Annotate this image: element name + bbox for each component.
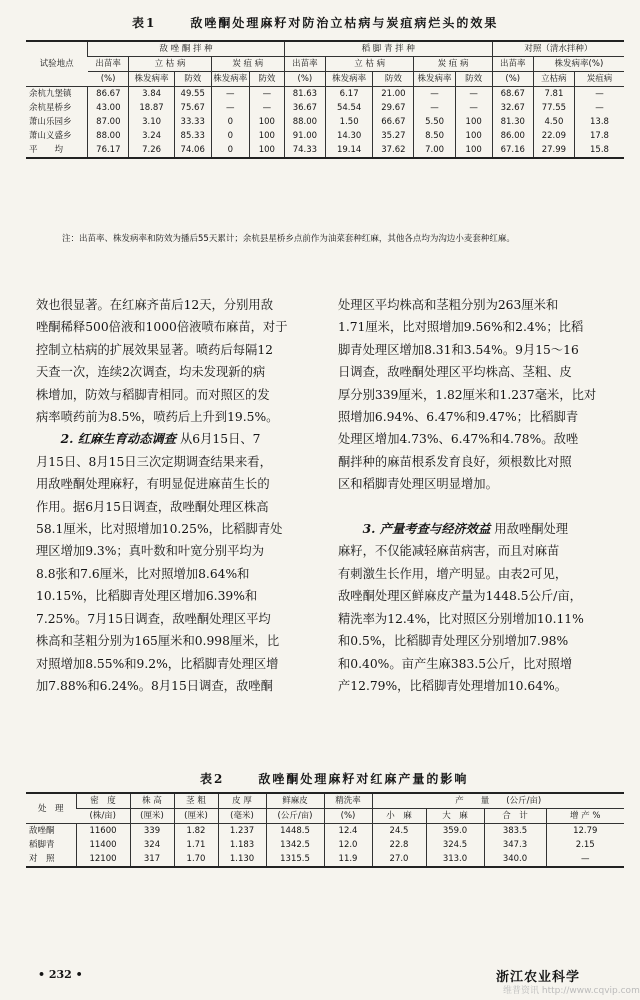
table1-cell: 54.54 bbox=[325, 101, 372, 115]
text-line bbox=[36, 608, 316, 630]
table1-cell: 3.10 bbox=[129, 115, 174, 129]
table1-header-efficacy: 防效 bbox=[455, 72, 492, 87]
text-span: 从6月15日、7 bbox=[176, 432, 261, 447]
text-span: 和0.5%，比稻脚青处理区分别增加7.98% bbox=[338, 634, 569, 649]
table1-cell: — bbox=[574, 101, 624, 115]
table2-cell: 317 bbox=[130, 852, 174, 867]
table2-body bbox=[26, 824, 624, 868]
table1-number: 表1 bbox=[132, 16, 157, 30]
text-span: 58.1厘米，比对照增加10.25%，比稻脚青处 bbox=[36, 522, 283, 537]
table1-cell: 0 bbox=[211, 129, 249, 143]
text-span: 敌唑酮处理区鲜麻皮产量为1448.5公斤/亩， bbox=[338, 589, 582, 604]
table1-cell: 萧山乐园乡 bbox=[29, 117, 72, 127]
table1-row bbox=[26, 101, 624, 115]
table1-row bbox=[26, 129, 624, 143]
table1-header-lku: 立 枯 病 bbox=[129, 57, 211, 72]
text-line bbox=[338, 608, 628, 630]
table1-cell: 18.87 bbox=[129, 101, 174, 115]
table1-cell: — bbox=[249, 101, 284, 115]
table1-cell: 22.09 bbox=[533, 129, 574, 143]
section-heading: 3. 产量考查与经济效益 bbox=[362, 521, 491, 537]
table1-cell: 37.62 bbox=[373, 143, 414, 158]
text-span: 麻籽，不仅能减轻麻苗病害，而且对麻苗 bbox=[338, 544, 560, 559]
table1-cell: 29.67 bbox=[373, 101, 414, 115]
text-span: 7.25%。7月15日调查，敌唑酮处理区平均 bbox=[36, 611, 271, 626]
table2-cell: 1.237 bbox=[218, 824, 266, 839]
table1-cell: 67.16 bbox=[492, 143, 533, 158]
table1-header-tju3: 炭疽病 bbox=[574, 72, 624, 87]
text-span: 脚青处理区增加8.31和3.54%。9月15～16 bbox=[338, 342, 579, 357]
table1-cell: 77.55 bbox=[533, 101, 574, 115]
body-column-right bbox=[338, 294, 628, 697]
text-span: 10.15%，比稻脚青处理区增加6.39%和 bbox=[36, 589, 258, 604]
table1-cell: 13.8 bbox=[574, 115, 624, 129]
text-line bbox=[36, 496, 316, 518]
table1-row bbox=[26, 115, 624, 129]
table2-unit-stem: (厘米) bbox=[174, 809, 218, 824]
text-span: 月15日、8月15日三次定期调查结果来看， bbox=[36, 454, 272, 469]
table2-number: 表2 bbox=[200, 772, 225, 786]
text-span: 控制立枯病的扩展效果显著。喷药后每隔12 bbox=[36, 342, 273, 357]
table1-header-incidence: 株发病率 bbox=[325, 72, 372, 87]
text-span: 照增加6.94%、6.47%和9.47%；比稻脚青 bbox=[338, 410, 579, 425]
table1-cell: 100 bbox=[249, 143, 284, 158]
table1-cell: 86.00 bbox=[492, 129, 533, 143]
table1-cell: 100 bbox=[455, 129, 492, 143]
table1-cell: 7.26 bbox=[129, 143, 174, 158]
table1-header-incidence3: 株发病率(%) bbox=[533, 57, 624, 72]
table2-title: 敌唑酮处理麻籽对红麻产量的影响 bbox=[258, 772, 469, 786]
table2-cell: 1315.5 bbox=[266, 852, 324, 867]
text-span: 区和稻脚青处理区明显增加。 bbox=[338, 477, 498, 492]
table1-header-incidence: 株发病率 bbox=[211, 72, 249, 87]
table2-header-total: 合 计 bbox=[484, 809, 546, 824]
text-line bbox=[338, 316, 628, 338]
text-line bbox=[36, 316, 316, 338]
table2-caption bbox=[200, 770, 468, 787]
table1-header-efficacy: 防效 bbox=[174, 72, 211, 87]
table2-cell: 1.183 bbox=[218, 838, 266, 852]
table1-cell: 7.00 bbox=[414, 143, 455, 158]
text-line bbox=[338, 675, 628, 697]
table1-cell: 35.27 bbox=[373, 129, 414, 143]
table1-header-pct: (%) bbox=[284, 72, 325, 87]
table1-cell: 5.50 bbox=[414, 115, 455, 129]
text-line bbox=[338, 384, 628, 406]
table2-cell: 324.5 bbox=[426, 838, 484, 852]
table1-header-lku3: 立枯病 bbox=[533, 72, 574, 87]
text-span: 有刺激生长作用，增产明显。由表2可见， bbox=[338, 566, 568, 581]
table2-cell: 稻脚青 bbox=[29, 840, 55, 850]
table1-cell: 3.84 bbox=[129, 87, 174, 102]
table1-header-tju: 炭 疽 病 bbox=[211, 57, 284, 72]
table1-header-efficacy: 防效 bbox=[373, 72, 414, 87]
table2-cell: 24.5 bbox=[372, 824, 426, 839]
table1-cell: 15.8 bbox=[574, 143, 624, 158]
text-span: 株增加，防效与稻脚青相同。而对照区的发 bbox=[36, 387, 270, 402]
text-line bbox=[36, 339, 316, 361]
table1-cell: 100 bbox=[455, 115, 492, 129]
table1-cell: 19.14 bbox=[325, 143, 372, 158]
text-line bbox=[338, 451, 628, 473]
table1-cell: 74.06 bbox=[174, 143, 211, 158]
table1-header-group-daojiaoqing: 稻 脚 青 拌 种 bbox=[284, 41, 492, 57]
table2-header-height: 株 高 bbox=[130, 793, 174, 809]
table1-cell: 91.00 bbox=[284, 129, 325, 143]
table1-cell: 85.33 bbox=[174, 129, 211, 143]
table1-cell: 43.00 bbox=[88, 101, 129, 115]
table2-row bbox=[26, 852, 624, 867]
text-span: 处理区平均株高和茎粗分别为263厘米和 bbox=[338, 298, 559, 312]
text-line bbox=[36, 653, 316, 675]
table1-cell: 87.00 bbox=[88, 115, 129, 129]
text-line bbox=[338, 339, 628, 361]
table1-cell: 27.99 bbox=[533, 143, 574, 158]
table1-cell: 88.00 bbox=[284, 115, 325, 129]
text-span: 作用。据6月15日调查，敌唑酮处理区株高 bbox=[36, 499, 269, 514]
table1-header-emergence: 出苗率 bbox=[284, 57, 325, 72]
table1-title: 敌唑酮处理麻籽对防治立枯病与炭疽病烂头的效果 bbox=[190, 16, 499, 30]
text-span: 1.71厘米，比对照增加9.56%和2.4%；比稻 bbox=[338, 320, 584, 335]
table1-cell: 0 bbox=[211, 115, 249, 129]
table1-cell: 21.00 bbox=[373, 87, 414, 102]
table2-header-small: 小 麻 bbox=[372, 809, 426, 824]
table1-cell: 7.81 bbox=[533, 87, 574, 102]
text-span: 厚分别339厘米，1.82厘米和1.237毫米，比对 bbox=[338, 387, 597, 402]
text-line bbox=[338, 496, 628, 518]
text-line bbox=[338, 428, 628, 450]
table1-cell: 74.33 bbox=[284, 143, 325, 158]
text-line bbox=[338, 630, 628, 652]
table1-cell: 3.24 bbox=[129, 129, 174, 143]
table2-unit-fresh-bark: (公斤/亩) bbox=[266, 809, 324, 824]
table1-cell: 68.67 bbox=[492, 87, 533, 102]
table2-cell: 324 bbox=[130, 838, 174, 852]
table2-header-increase: 增 产 % bbox=[546, 809, 624, 824]
text-line bbox=[338, 653, 628, 675]
text-line bbox=[338, 361, 628, 383]
body-column-left bbox=[36, 294, 316, 697]
table1-caption bbox=[132, 14, 498, 31]
table1-cell: 0 bbox=[211, 143, 249, 158]
table1-cell: — bbox=[455, 101, 492, 115]
table1-cell: 100 bbox=[249, 129, 284, 143]
table1-cell: 32.67 bbox=[492, 101, 533, 115]
table1-cell: 66.67 bbox=[373, 115, 414, 129]
table1-cell: 余杭九堡镇 bbox=[29, 89, 72, 99]
table2-cell: 12.79 bbox=[546, 824, 624, 839]
table2-header-density: 密 度 bbox=[76, 793, 130, 809]
text-span: 精洗率为12.4%，比对照区分别增加10.11% bbox=[338, 611, 584, 626]
table2-cell: 1448.5 bbox=[266, 824, 324, 839]
table1-cell: 100 bbox=[249, 115, 284, 129]
watermark: 维普资讯 http://www.cqvip.com bbox=[503, 986, 640, 996]
table1-cell: 33.33 bbox=[174, 115, 211, 129]
table2 bbox=[26, 792, 624, 868]
table2-cell: 1.71 bbox=[174, 838, 218, 852]
text-line bbox=[338, 406, 628, 428]
table2-header-treatment: 处 理 bbox=[26, 793, 76, 824]
text-span: 用敌唑酮处理麻籽，有明显促进麻苗生长的 bbox=[36, 477, 270, 492]
text-span: 理区增加9.3%；真叶数和叶宽分别平均为 bbox=[36, 544, 264, 559]
table1-cell: 76.17 bbox=[88, 143, 129, 158]
text-line bbox=[338, 473, 628, 495]
table1-cell: — bbox=[574, 87, 624, 102]
table2-cell: 12.0 bbox=[324, 838, 372, 852]
table2-unit-wash-rate: (%) bbox=[324, 809, 372, 824]
table2-cell: — bbox=[546, 852, 624, 867]
table2-cell: 313.0 bbox=[426, 852, 484, 867]
text-span: 效也很显著。在红麻齐苗后12天，分别用敌 bbox=[36, 298, 273, 312]
table1-header-group-dizuotong: 敌 唑 酮 拌 种 bbox=[88, 41, 285, 57]
table1-cell: 81.30 bbox=[492, 115, 533, 129]
table1-cell: 6.17 bbox=[325, 87, 372, 102]
table2-unit-density: (株/亩) bbox=[76, 809, 130, 824]
table2-header-yield: 产 量 (公斤/亩) bbox=[372, 793, 624, 809]
table1-cell: 8.50 bbox=[414, 129, 455, 143]
text-span: 日调查，敌唑酮处理区平均株高、茎粗、皮 bbox=[338, 365, 572, 380]
table1-cell: 100 bbox=[455, 143, 492, 158]
text-line bbox=[36, 294, 316, 316]
table1-cell: 1.50 bbox=[325, 115, 372, 129]
text-line bbox=[36, 451, 316, 473]
table2-row bbox=[26, 838, 624, 852]
table2-cell: 359.0 bbox=[426, 824, 484, 839]
table2-cell: 1.130 bbox=[218, 852, 266, 867]
text-line bbox=[36, 675, 316, 697]
table1-cell: 49.55 bbox=[174, 87, 211, 102]
table1-header-emergence: 出苗率 bbox=[492, 57, 533, 72]
table1-header-pct: (%) bbox=[492, 72, 533, 87]
table2-header-fresh-bark: 鲜麻皮 bbox=[266, 793, 324, 809]
table2-cell: 11.9 bbox=[324, 852, 372, 867]
table2-cell: 对 照 bbox=[29, 854, 55, 864]
table2-cell: 340.0 bbox=[484, 852, 546, 867]
table2-cell: 27.0 bbox=[372, 852, 426, 867]
table1-cell: — bbox=[414, 87, 455, 102]
table1-header-group-control: 对照（清水拌种） bbox=[492, 41, 624, 57]
table2-cell: 347.3 bbox=[484, 838, 546, 852]
table2-cell: 11400 bbox=[76, 838, 130, 852]
table1-cell: — bbox=[414, 101, 455, 115]
table1-cell: — bbox=[455, 87, 492, 102]
table1-cell: 余杭星桥乡 bbox=[29, 103, 72, 113]
text-span: 酮拌种的麻苗根系发育良好，须根数比对照 bbox=[338, 454, 572, 469]
text-span: 株高和茎粗分别为165厘米和0.998厘米，比 bbox=[36, 634, 280, 649]
table1-header-incidence: 株发病率 bbox=[414, 72, 455, 87]
table1-cell: 平 均 bbox=[29, 145, 64, 155]
table2-cell: 12100 bbox=[76, 852, 130, 867]
text-line bbox=[36, 585, 316, 607]
text-line bbox=[338, 563, 628, 585]
text-line bbox=[36, 384, 316, 406]
table1-note: 注：出苗率、株发病率和防效为播后55天累计；余杭县星桥乡点前作为油菜套种红麻，其他各点均为沟边小麦套种红麻。 bbox=[62, 234, 515, 244]
journal-name: 浙江农业科学 bbox=[496, 970, 581, 985]
table1-cell: 4.50 bbox=[533, 115, 574, 129]
text-line bbox=[338, 585, 628, 607]
table1-cell: 17.8 bbox=[574, 129, 624, 143]
table1-cell: 75.67 bbox=[174, 101, 211, 115]
section-heading: 2. 红麻生育动态调查 bbox=[60, 431, 177, 447]
text-line bbox=[36, 406, 316, 428]
text-span: 产12.79%，比稻脚青处理增加10.64%。 bbox=[338, 678, 568, 693]
text-line bbox=[36, 630, 316, 652]
text-line bbox=[338, 540, 628, 562]
table2-cell: 1.70 bbox=[174, 852, 218, 867]
table2-cell: 12.4 bbox=[324, 824, 372, 839]
table2-cell: 339 bbox=[130, 824, 174, 839]
table2-cell: 敌唑酮 bbox=[29, 826, 55, 836]
table2-header-stem: 茎 粗 bbox=[174, 793, 218, 809]
text-line bbox=[36, 540, 316, 562]
table1 bbox=[26, 40, 624, 159]
table2-cell: 1342.5 bbox=[266, 838, 324, 852]
page-number: • 232 • bbox=[38, 968, 83, 981]
table1-row bbox=[26, 87, 624, 102]
table1-cell: — bbox=[249, 87, 284, 102]
text-span: 用敌唑酮处理 bbox=[490, 522, 569, 537]
table2-cell: 11600 bbox=[76, 824, 130, 839]
text-span: 处理区增加4.73%、6.47%和4.78%。敌唑 bbox=[338, 432, 579, 447]
table1-cell: 14.30 bbox=[325, 129, 372, 143]
text-span: 加7.88%和6.24%。8月15日调查，敌唑酮 bbox=[36, 678, 273, 693]
table1-cell: 萧山义盛乡 bbox=[29, 131, 72, 141]
text-span: 和0.40%。亩产生麻383.5公斤，比对照增 bbox=[338, 656, 573, 671]
table1-header-site: 试验地点 bbox=[26, 41, 88, 87]
text-span: 病率喷药前为8.5%，喷药后上升到19.5%。 bbox=[36, 410, 279, 425]
table2-row bbox=[26, 824, 624, 839]
text-span: 唑酮稀释500倍液和1000倍液喷布麻苗，对于 bbox=[36, 320, 288, 335]
table2-unit-bark: (毫米) bbox=[218, 809, 266, 824]
table2-header-wash-rate: 精洗率 bbox=[324, 793, 372, 809]
text-line bbox=[36, 563, 316, 585]
table1-cell: 88.00 bbox=[88, 129, 129, 143]
table1-row bbox=[26, 143, 624, 158]
text-span: 8.8张和7.6厘米，比对照增加8.64%和 bbox=[36, 566, 250, 581]
table1-header-lku: 立 枯 病 bbox=[325, 57, 414, 72]
table1-header-tju: 炭 疽 病 bbox=[414, 57, 492, 72]
table1-header-pct: (%) bbox=[88, 72, 129, 87]
table1-cell: — bbox=[211, 87, 249, 102]
text-line bbox=[338, 518, 628, 540]
table1-cell: 36.67 bbox=[284, 101, 325, 115]
text-span: 对照增加8.55%和9.2%，比稻脚青处理区增 bbox=[36, 656, 279, 671]
table1-cell: — bbox=[211, 101, 249, 115]
table2-cell: 2.15 bbox=[546, 838, 624, 852]
table1-header-incidence: 株发病率 bbox=[129, 72, 174, 87]
table1-cell: 86.67 bbox=[88, 87, 129, 102]
text-line bbox=[36, 361, 316, 383]
table2-unit-height: (厘米) bbox=[130, 809, 174, 824]
table2-cell: 383.5 bbox=[484, 824, 546, 839]
table1-header-emergence: 出苗率 bbox=[88, 57, 129, 72]
text-line bbox=[36, 428, 316, 450]
text-line bbox=[36, 473, 316, 495]
table1-body bbox=[26, 87, 624, 159]
table2-cell: 1.82 bbox=[174, 824, 218, 839]
table1-header-efficacy: 防效 bbox=[249, 72, 284, 87]
text-span: 天查一次，连续2次调查，均未发现新的病 bbox=[36, 365, 266, 380]
text-line bbox=[36, 518, 316, 540]
table2-header-bark: 皮 厚 bbox=[218, 793, 266, 809]
table2-cell: 22.8 bbox=[372, 838, 426, 852]
table1-cell: 81.63 bbox=[284, 87, 325, 102]
table2-header-big: 大 麻 bbox=[426, 809, 484, 824]
text-line bbox=[338, 294, 628, 316]
